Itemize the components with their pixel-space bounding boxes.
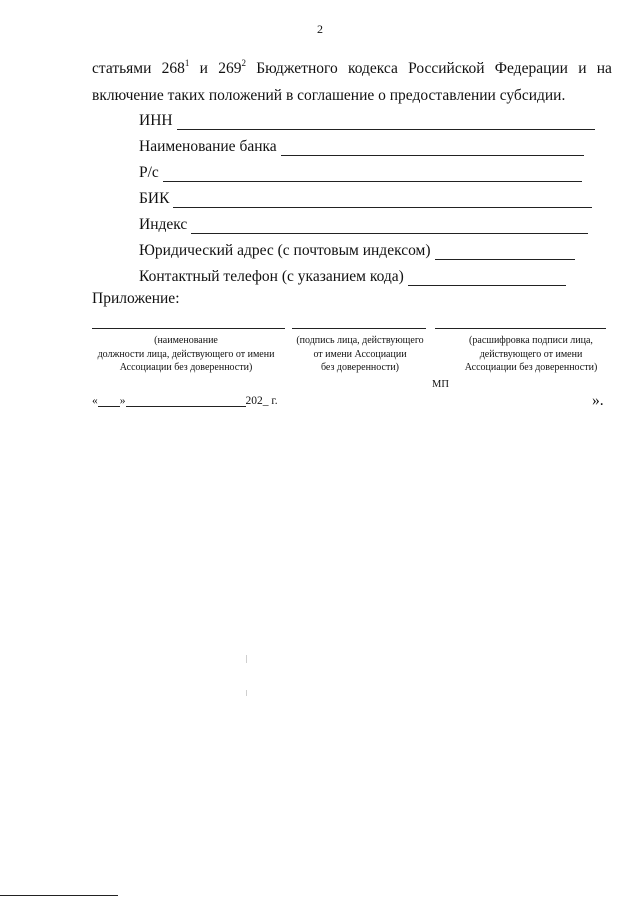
field-label: Контактный телефон (с указанием кода) bbox=[139, 268, 404, 285]
date-open-quote: « bbox=[92, 395, 98, 407]
article-ref-268: $268^1$ bbox=[161, 58, 190, 77]
field-bank-name bbox=[139, 136, 584, 156]
phone-input-line[interactable] bbox=[408, 271, 566, 286]
word: Бюджетного bbox=[256, 60, 338, 77]
date-line bbox=[92, 395, 302, 407]
field-bik bbox=[139, 188, 592, 208]
page-number: 2 bbox=[317, 22, 323, 36]
field-label: Юридический адрес (с почтовым индексом) bbox=[139, 242, 431, 259]
stamp-label: МП bbox=[432, 379, 449, 390]
month-blank[interactable] bbox=[126, 396, 246, 407]
year-text: 202_ г. bbox=[245, 395, 278, 407]
account-input-line[interactable] bbox=[163, 167, 582, 182]
decode-signature-line[interactable] bbox=[435, 327, 606, 329]
word: Российской bbox=[408, 60, 485, 77]
inn-input-line[interactable] bbox=[177, 115, 595, 130]
signature-line[interactable] bbox=[292, 327, 426, 329]
postcode-input-line[interactable] bbox=[191, 219, 588, 234]
position-signature-line[interactable] bbox=[92, 327, 285, 329]
field-label: ИНН bbox=[139, 112, 173, 129]
field-label: Наименование банка bbox=[139, 138, 277, 155]
article-ref-269: $269^2$ bbox=[218, 58, 246, 77]
field-postcode bbox=[139, 214, 588, 234]
day-blank[interactable] bbox=[98, 396, 120, 407]
word: на bbox=[596, 60, 612, 77]
position-caption: (наименование должности лица, действующего от имени Ассоциации без доверенности) bbox=[97, 335, 275, 373]
date-close-quote: » bbox=[119, 395, 126, 407]
closing-quote: ». bbox=[592, 392, 604, 409]
field-label: БИК bbox=[139, 190, 170, 207]
decode-caption: (расшифровка подписи лица, действующего от имени Ассоциации без доверенности) bbox=[464, 335, 598, 373]
field-label: Р/с bbox=[139, 164, 159, 181]
word: и bbox=[578, 60, 587, 77]
appendix-label: Приложение: bbox=[92, 290, 180, 307]
word: статьями bbox=[92, 60, 152, 77]
legal-address-input-line[interactable] bbox=[435, 245, 575, 260]
field-account bbox=[139, 162, 582, 182]
field-label: Индекс bbox=[139, 216, 188, 233]
word: кодекса bbox=[347, 60, 398, 77]
scan-mark bbox=[246, 655, 247, 663]
field-inn bbox=[139, 110, 595, 130]
paragraph-line-2: включение таких положений в соглашение о предоставлении субсидии. bbox=[92, 87, 566, 104]
footnote-separator bbox=[0, 895, 118, 896]
word: и bbox=[199, 60, 208, 77]
signature-caption: (подпись лица, действующего от имени Ассоциации без доверенности) bbox=[296, 335, 424, 373]
field-legal-address bbox=[139, 240, 575, 260]
bik-input-line[interactable] bbox=[173, 193, 592, 208]
field-phone bbox=[139, 266, 566, 286]
scan-mark bbox=[246, 690, 247, 696]
bank-name-input-line[interactable] bbox=[281, 141, 584, 156]
paragraph bbox=[92, 55, 612, 109]
word: Федерации bbox=[494, 60, 568, 77]
paragraph-line-1 bbox=[92, 55, 612, 82]
